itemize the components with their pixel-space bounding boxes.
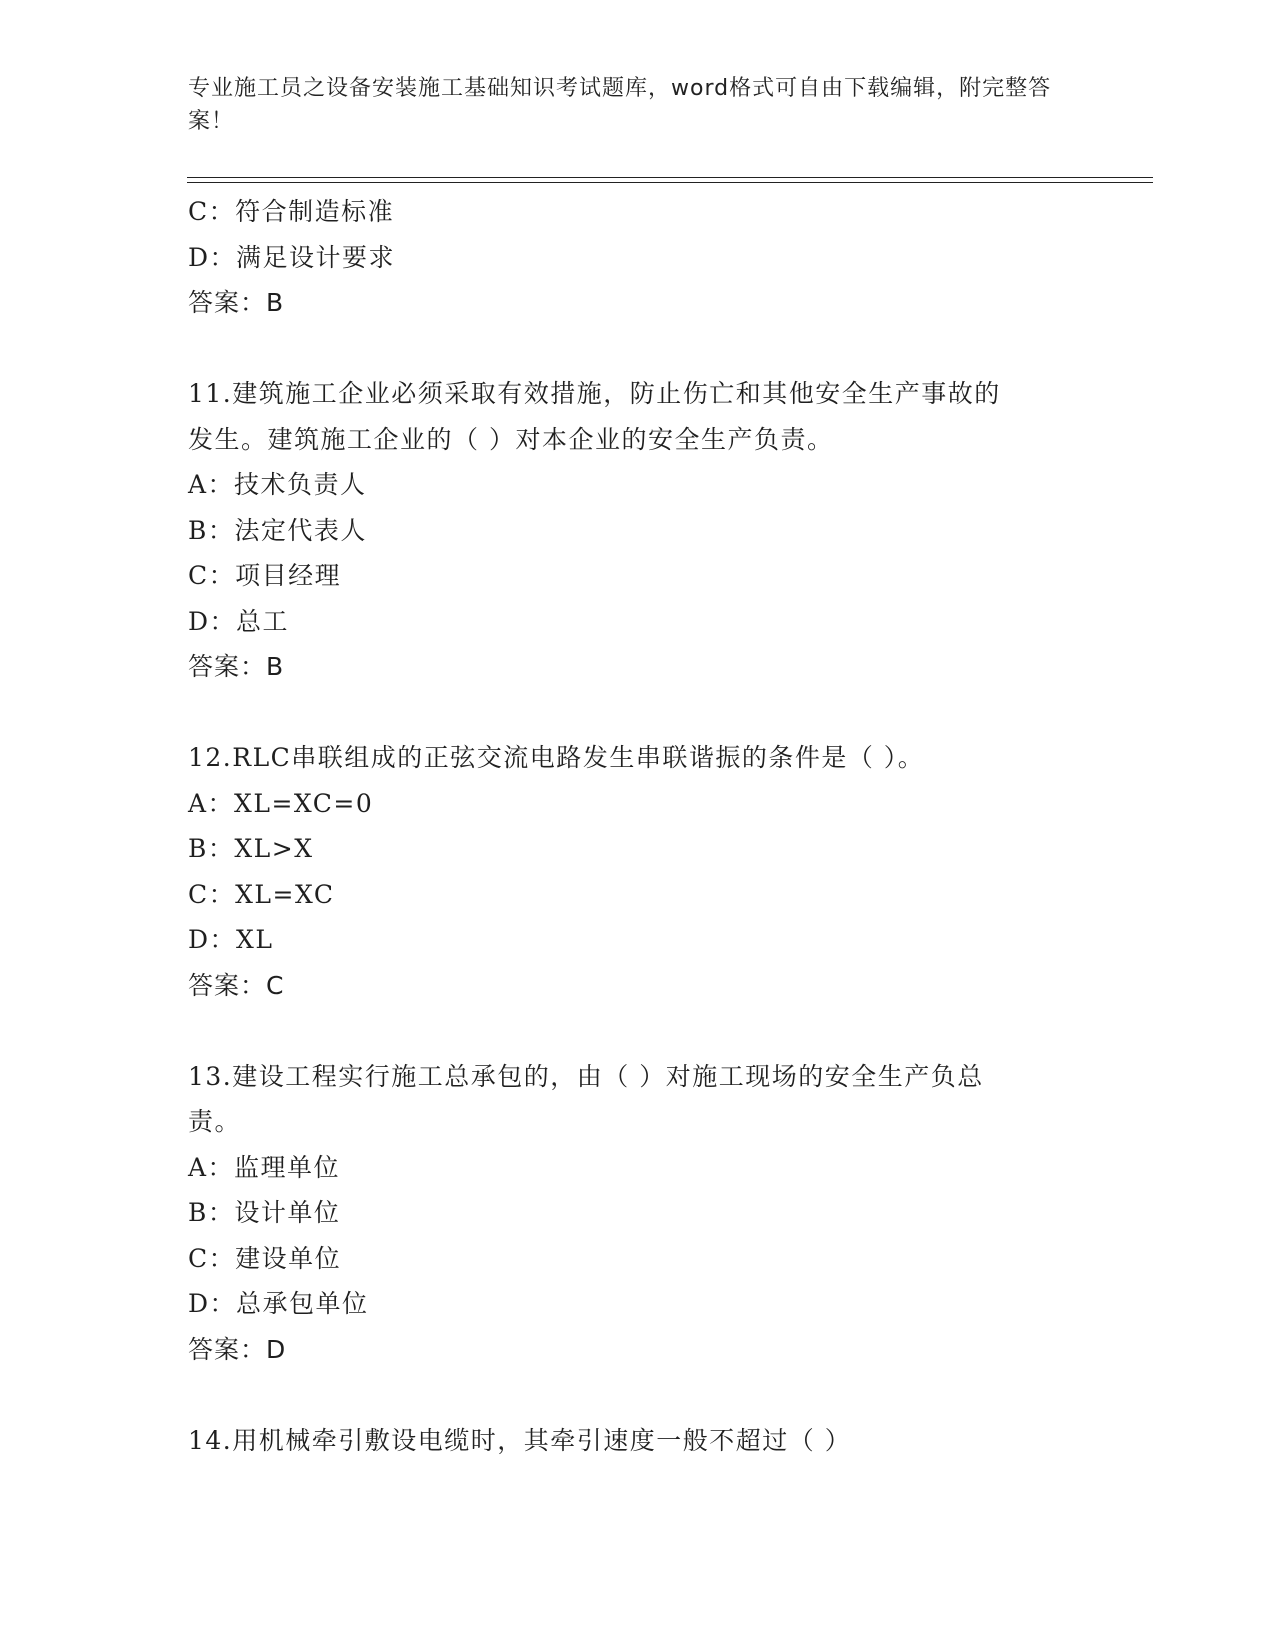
spacer — [188, 690, 1108, 736]
spacer — [188, 326, 1108, 372]
answer-line: 答案：B — [188, 288, 285, 317]
option-line: C：XL=XC — [188, 879, 335, 909]
option-line: B：法定代表人 — [188, 515, 367, 545]
option-line: C：建设单位 — [188, 1243, 342, 1273]
question-text: 12.RLC串联组成的正弦交流电路发生串联谐振的条件是（ ）。 — [188, 743, 925, 772]
option-line: C：符合制造标准 — [188, 197, 395, 226]
option-line: A：XL=XC=0 — [188, 788, 374, 818]
header-rule-bottom — [187, 182, 1153, 183]
answer-line: 答案：C — [188, 970, 285, 1000]
question-content — [188, 189, 1108, 1463]
option-line: A：监理单位 — [188, 1152, 341, 1182]
question-text: 14.用机械牵引敷设电缆时，其牵引速度一般不超过（ ） — [188, 1425, 852, 1455]
option-line: D：XL — [188, 925, 274, 954]
question-text: 11.建筑施工企业必须采取有效措施，防止伤亡和其他安全生产事故的 — [188, 379, 1001, 408]
option-line: B：XL>X — [188, 834, 314, 863]
question-text: 责。 — [188, 1107, 242, 1136]
option-line: D：总承包单位 — [188, 1289, 369, 1318]
question-text: 发生。建筑施工企业的（ ）对本企业的安全生产负责。 — [188, 424, 834, 454]
option-line: C：项目经理 — [188, 561, 342, 590]
document-header: 专业施工员之设备安装施工基础知识考试题库，word格式可自由下载编辑，附完整答案！ — [188, 76, 1052, 134]
spacer — [188, 1008, 1108, 1054]
answer-line: 答案：D — [188, 1334, 287, 1364]
header-rule-top — [187, 177, 1153, 178]
spacer — [188, 1372, 1108, 1418]
option-line: A：技术负责人 — [188, 470, 367, 499]
option-line: D：总工 — [188, 606, 290, 636]
question-text: 13.建设工程实行施工总承包的，由（ ）对施工现场的安全生产负总 — [188, 1061, 984, 1091]
option-line: B：设计单位 — [188, 1198, 341, 1227]
option-line: D：满足设计要求 — [188, 242, 396, 272]
answer-line: 答案：B — [188, 652, 285, 681]
